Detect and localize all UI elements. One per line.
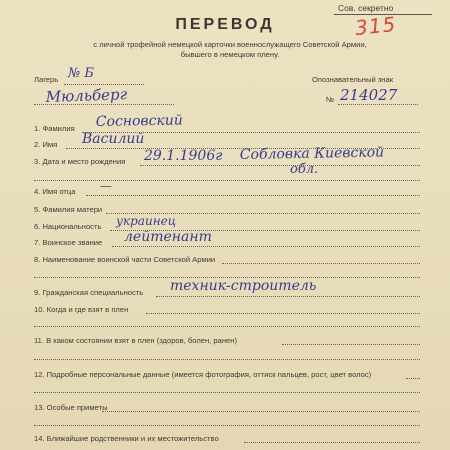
field-3-value-date: 29.1.1906г	[144, 148, 223, 164]
field-3-label: 3. Дата и место рождения	[34, 157, 126, 166]
subtitle-line-2: бывшего в немецком плену.	[180, 50, 280, 59]
field-4-label: 4. Имя отца	[34, 187, 76, 196]
stamp-number: 315	[353, 11, 398, 41]
field-3-value-region: обл.	[290, 162, 319, 177]
field-6-label: 6. Национальность	[34, 222, 102, 231]
camp-rule-1	[64, 84, 144, 85]
field-11-rule	[282, 344, 420, 345]
camp-value-2: Мюльберг	[45, 85, 128, 106]
camp-value-1: № Б	[68, 66, 94, 81]
field-11-rule-2	[34, 359, 420, 360]
field-9-label: 9. Гражданская специальность	[34, 288, 144, 297]
field-2-value: Василий	[82, 131, 145, 147]
field-8-label: 8. Наименование воинской части Советской Армии	[34, 255, 216, 264]
field-10-rule	[146, 313, 420, 314]
field-11-label: 11. В каком состоянии взят в плен (здоров, болен, ранен)	[34, 336, 237, 345]
field-10-label: 10. Когда и где взят в плен	[34, 305, 129, 314]
field-3-value-place: Собловка Киевской	[239, 144, 385, 163]
field-14-label: 14. Ближайшие родственники и их местожительство	[34, 434, 219, 443]
field-5-label: 5. Фамилия матери	[34, 205, 103, 214]
field-12-rule	[406, 378, 420, 379]
field-10-rule-2	[34, 326, 420, 327]
field-6-value: украинец	[116, 214, 177, 228]
field-9-rule	[156, 296, 420, 297]
field-12-rule-2	[34, 392, 420, 393]
field-2-label: 2. Имя	[34, 140, 58, 149]
secrecy-label: Сов. секретно	[338, 3, 394, 13]
field-4-rule	[86, 195, 420, 196]
field-14-rule	[244, 442, 420, 443]
id-tag-value: 214027	[340, 86, 398, 104]
field-12-label: 12. Подробные персональные данные (имеется фотография, оттиск пальцев, рост, цвет волос)	[34, 370, 372, 379]
field-1-value: Сосновский	[95, 112, 184, 130]
field-4-value: —	[100, 179, 112, 193]
field-7-rule	[112, 246, 420, 247]
subtitle	[40, 40, 420, 60]
field-8-rule	[222, 263, 420, 264]
field-7-value: лейтенант	[124, 229, 212, 245]
field-3-rule-2	[34, 180, 420, 181]
id-tag-label: Опознавательный знак	[312, 75, 394, 84]
id-tag-rule	[338, 104, 418, 105]
subtitle-line-1: с личной трофейной немецкой карточки военнослужащего Советской Армии,	[93, 40, 367, 49]
page-title: ПЕРЕВОД	[175, 16, 275, 33]
field-13-rule-2	[34, 425, 420, 426]
field-7-label: 7. Воинское звание	[34, 238, 103, 247]
camp-label: Лагерь	[34, 75, 59, 84]
field-13-rule	[102, 411, 420, 412]
field-1-label: 1. Фамилия	[34, 124, 75, 133]
id-tag-prefix: №	[326, 95, 335, 104]
field-9-value: техник-строитель	[170, 278, 317, 294]
field-3-rule	[140, 165, 420, 166]
field-13-label: 13. Особые приметы	[34, 403, 108, 412]
